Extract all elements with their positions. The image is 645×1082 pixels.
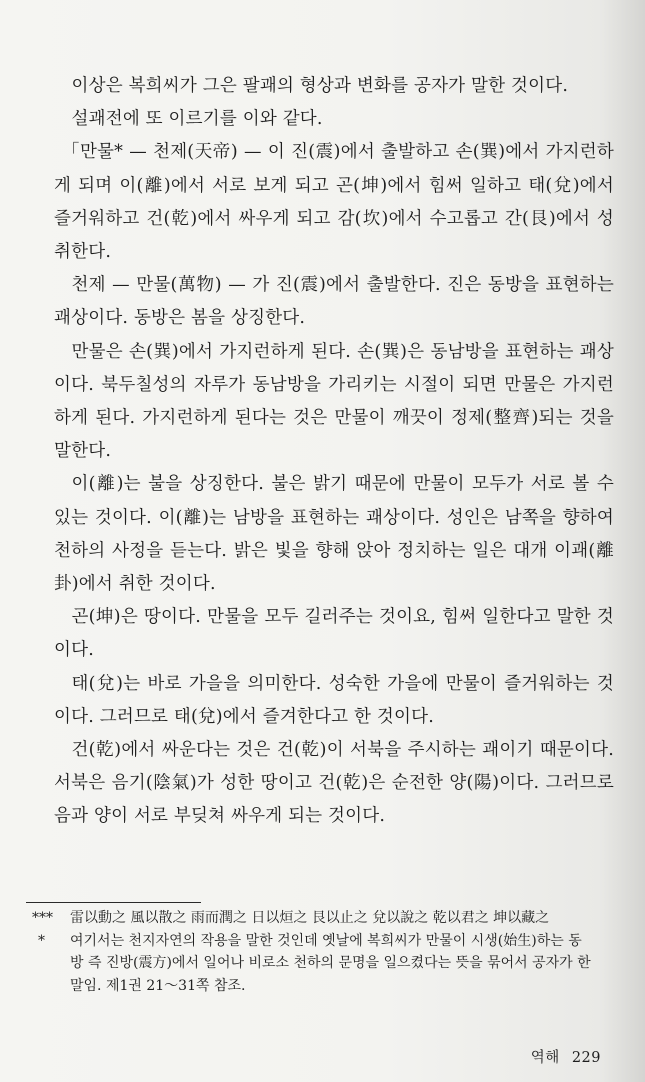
paragraph-3-quotation: 「만물* — 천제(天帝) — 이 진(震)에서 출발하고 손(巽)에서 가지런하게 되며 이(離)에서 서로 보게 되고 곤(坤)에서 힘써 일하고 태(兌)에서 즐거워하고 건(乾)에서 싸우게 되고 감(坎)에서 수고롭고 간(艮)에서 성취한다. (54, 142, 614, 263)
running-title: 역해 (530, 1050, 560, 1066)
paragraph-5: 만물은 손(巽)에서 가지런하게 된다. 손(巽)은 동남방을 표현하는 괘상이다. 북두칠성의 자루가 동남방을 가리키는 시절이 되면 만물은 가지런하게 된다. 가지런하게 된다는 것은 만물이 깨끗이 정제(整齊)되는 것을 말한다. (54, 341, 614, 462)
page-number: 229 (571, 1050, 601, 1066)
footnote-1-mark: *** (32, 910, 53, 926)
paragraph-4: 천제 — 만물(萬物) — 가 진(震)에서 출발한다. 진은 동방을 표현하는 괘상이다. 동방은 봄을 상징한다. (54, 275, 614, 329)
paragraph-1: 이상은 복희씨가 그은 팔괘의 형상과 변화를 공자가 말한 것이다. (71, 76, 569, 96)
footnote-1-text: 雷以動之 風以散之 雨而潤之 日以烜之 艮以止之 兌以說之 乾以君之 坤以藏之 (70, 910, 550, 926)
footnotes (32, 907, 592, 997)
body-text (54, 70, 614, 834)
footnote-2-mark: * (38, 932, 45, 949)
paragraph-8: 태(兌)는 바로 가을을 의미한다. 성숙한 가을에 만물이 즐거워하는 것이다. 그러므로 태(兌)에서 즐겨한다고 한 것이다. (54, 673, 614, 727)
paragraph-9: 건(乾)에서 싸운다는 것은 건(乾)이 서북을 주시하는 괘이기 때문이다. 서북은 음기(陰氣)가 성한 땅이고 건(乾)은 순전한 양(陽)이다. 그러므로 음과 양이 서로 부딪쳐 싸우게 되는 것이다. (54, 740, 614, 827)
paragraph-2: 설괘전에 또 이르기를 이와 같다. (71, 109, 323, 130)
footnote-divider (26, 902, 201, 903)
paragraph-6: 이(離)는 불을 상징한다. 불은 밝기 때문에 만물이 모두가 서로 볼 수 있는 것이다. 이(離)는 남방을 표현하는 괘상이다. 성인은 남쪽을 향하여 천하의 사정을 듣는다. 밝은 빛을 향해 앉아 정치하는 일은 대개 이괘(離卦)에서 취한 것이다. (54, 474, 614, 595)
page-footer (531, 1046, 601, 1067)
footnote-1 (32, 907, 592, 930)
paragraph-7: 곤(坤)은 땅이다. 만물을 모두 길러주는 것이요, 힘써 일한다고 말한 것이다. (54, 607, 614, 661)
footnote-2-text: 여기서는 천지자연의 작용을 말한 것인데 옛날에 복희씨가 만물이 시생(始生)하는 동방 즉 진방(震方)에서 일어나 비로소 천하의 문명을 일으켰다는 뜻을 묶어서 공자가 한 말임. 제1권 21～31쪽 참조. (70, 932, 591, 994)
footnote-2 (32, 930, 592, 998)
